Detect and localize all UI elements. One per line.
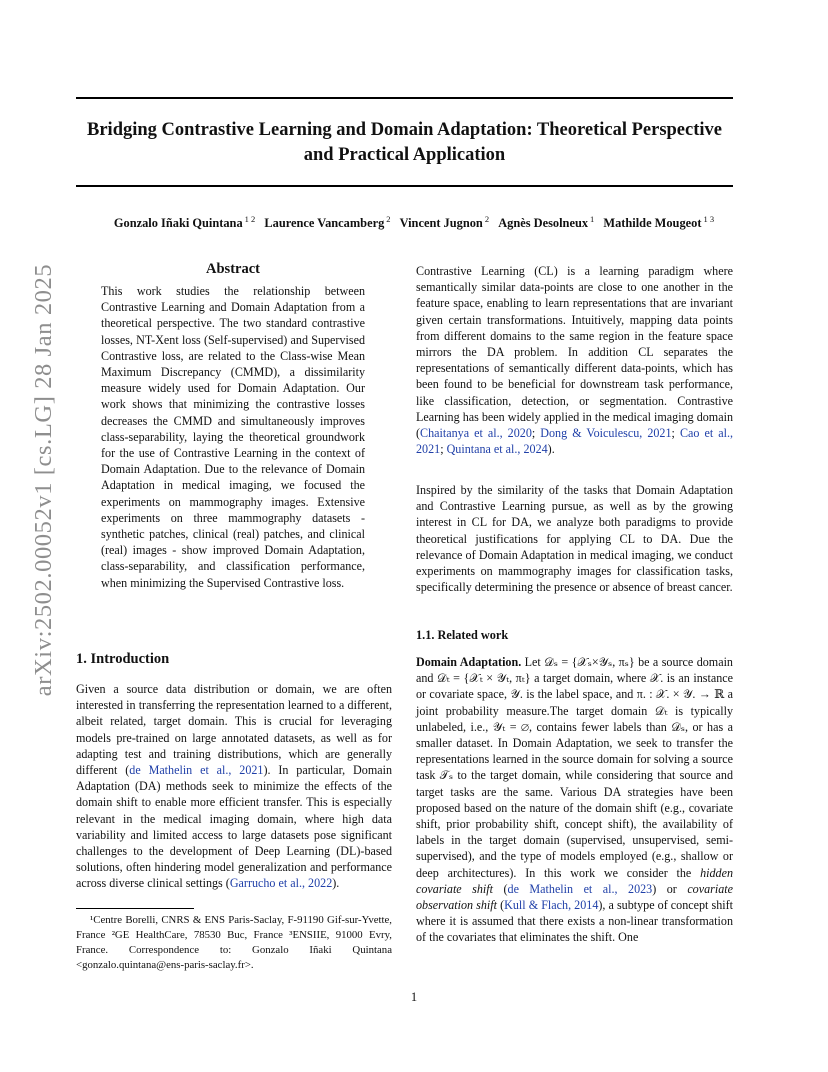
footnote-rule [76, 908, 194, 909]
author-2: Laurence Vancamberg $^2$ [264, 214, 391, 230]
domain-adaptation-paragraph: Domain Adaptation. Let 𝒟ₛ = {𝒳ₛ×𝒴ₛ, πₛ} be a source domain and 𝒟ₜ = {𝒳ₜ × 𝒴ₜ, πₜ} a target domain, where 𝒳. is an instance or covariate space, 𝒴. is the label space, and π. : 𝒳. × 𝒴. → ℝ a joint probability measure.The target domain 𝒟ₜ is typically unlabeled, i.e., 𝒴ₜ = ∅, contains fewer labels than 𝒟ₛ, or has a smaller dataset. In Domain Adaptation, we seek to transfer the representations learned in the source domain for solving a source task 𝒯ₛ to the target domain, while considering that source and target tasks are the same. Various DA strategies have been proposed based on the nature of the domain shift (e.g., covariate shift, prior probability shift, concept shift), the availability of labels in the target domain (supervised, unsupervised, semi-supervised), and the type of models employed (e.g., shallow or deep architectures). In this work we consider the hidden covariate shift (de Mathelin et al., 2023) or covariate observation shift (Kull & Flach, 2014), a subtype of concept shift where it is assumed that there exists a non-linear transformation of the covariates that eliminates the shift. One [416, 655, 733, 945]
citation-link[interactable]: Garrucho et al., 2022 [229, 876, 333, 891]
title-rule-bottom [76, 185, 733, 187]
right-paragraph-1: Contrastive Learning (CL) is a learning paradigm where semantically similar data-points are close to one another in the feature space, enabling to learn representations that are invariant given certain transformations. Intuitively, mapping data points from different domains to the same region in the feature space mirrors the DA problem. In addition CL separates the representations of semantically different data-points, which has been found to be beneficial for downstream task performance, like classification, detection, or segmentation. Contrastive Learning has been widely applied in the medical imaging domain (Chaitanya et al., 2020; Dong & Voiculescu, 2021; Cao et al., 2021; Quintana et al., 2024). [416, 264, 733, 457]
author-1: Gonzalo Iñaki Quintana $^{1 2}$ [113, 214, 256, 230]
right-paragraph-2: Inspired by the similarity of the tasks that Domain Adaptation and Contrastive Learning pursue, as well as by the growing interest in CL for DA, we analyze both paradigms to provide theoretical justifications for applying CL to DA. Due the relevance of Domain Adaptation in medical imaging, we conduct experiments on mammography images for classification tasks, specifically determining the presence or absence of breast cancer. [416, 483, 733, 595]
abstract-text: This work studies the relationship between Contrastive Learning and Domain Adaptation from a theoretical perspective. The two standard contrastive losses, NT-Xent loss (Self-supervised) and Supervised Contrastive loss, are related to the Class-wise Mean Maximum Discrepancy (CMMD), a dissimilarity measure widely used for Domain Adaptation. Our work shows that minimizing the contrastive losses decreases the CMMD and simultaneously improves class-separability, laying the theoretical groundwork for the use of Contrastive Learning in the context of Domain Adaptation. Due to the relevance of Domain Adaptation in medical imaging, we focused the experiments on mammography images. Extensive experiments on three mammography datasets - synthetic patches, clinical (real) patches, and clinical (real) images - show improved Domain Adaptation, class-separability, and classification performance, when minimizing the Supervised Contrastive loss. [101, 284, 365, 590]
citation-link[interactable]: Quintana et al., 2024 [446, 442, 548, 457]
citation-link[interactable]: de Mathelin et al., 2021 [129, 763, 264, 778]
intro-paragraph: Given a source data distribution or domain, we are often interested in transferring the representation learned to a different, albeit related, target domain. This is crucial for leveraging models pre-trained on large annotated datasets, as well as for adapting test and training distributions, which are generally different (de Mathelin et al., 2021). In particular, Domain Adaptation (DA) methods seek to minimize the effects of the domain shift to enable more efficient transfer. This is especially relevant in the medical imaging domain, where high data variability and limited access to large datasets pose significant challenges to the development of Deep Learning (DL)-based solutions, often hindering model generalization and performance across diverse clinical settings (Garrucho et al., 2022). [76, 682, 392, 891]
author-4: Agnès Desolneux $^1$ [498, 214, 595, 230]
page-number: 1 [410, 990, 418, 1004]
intro-heading: 1. Introduction [76, 651, 170, 667]
author-3: Vincent Jugnon $^2$ [399, 214, 490, 230]
footnote-affiliations: ¹Centre Borelli, CNRS & ENS Paris-Saclay, F-91190 Gif-sur-Yvette, France ²GE HealthCare, 78530 Buc, France ³ENSIIE, 91000 Evry, France. Correspondence to: Gonzalo Iñaki Quintana <gonzalo.quintana@ens-paris-saclay.fr>. [76, 914, 392, 971]
title-rule-top [76, 97, 733, 99]
citation-link[interactable]: Cao et al., 2021 [416, 426, 733, 457]
author-5: Mathilde Mougeot $^{1 3}$ [603, 214, 715, 230]
citation-link[interactable]: de Mathelin et al., 2023 [507, 881, 653, 896]
abstract-heading: Abstract [206, 261, 260, 277]
citation-link[interactable]: Dong & Voiculescu, 2021 [540, 426, 672, 441]
citation-link[interactable]: Kull & Flach, 2014 [504, 898, 599, 913]
paper-title: Bridging Contrastive Learning and Domain Adaptation: Theoretical Perspective and Practical Application [87, 120, 722, 165]
author-list [40, 214, 788, 231]
citation-link[interactable]: Chaitanya et al., 2020 [420, 426, 532, 441]
related-work-heading: 1.1. Related work [416, 628, 509, 642]
